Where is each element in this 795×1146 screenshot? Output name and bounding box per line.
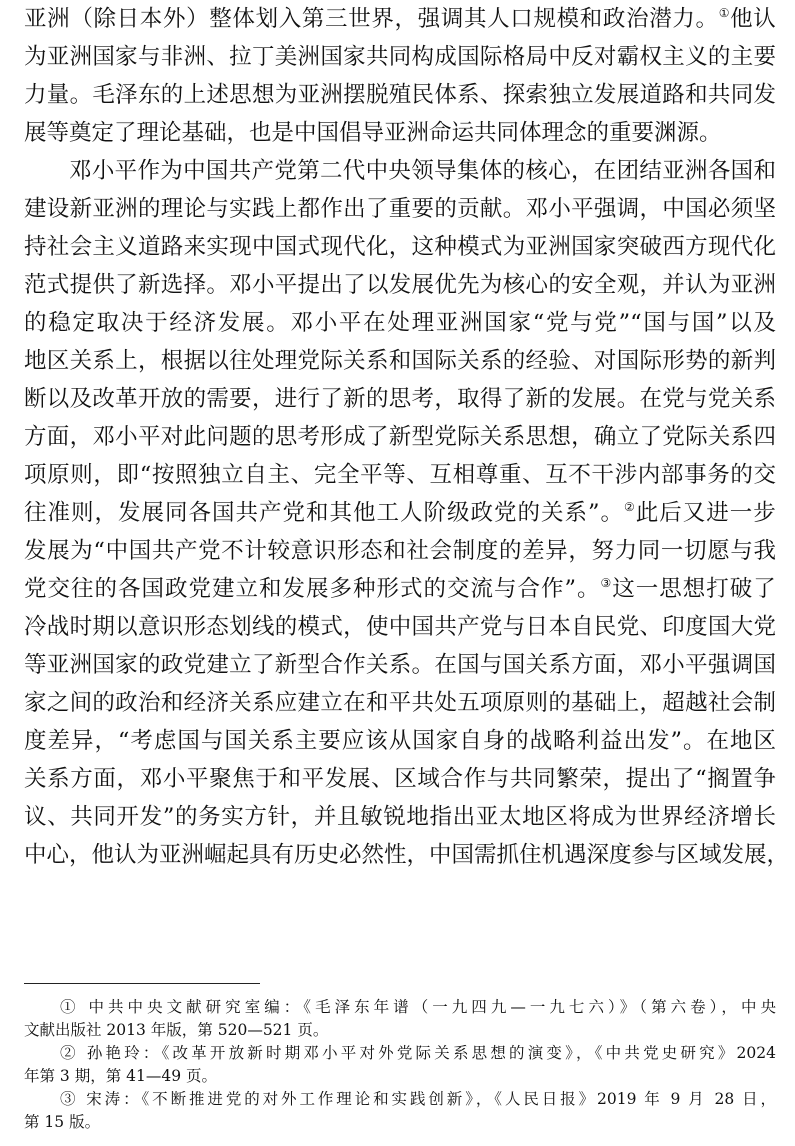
text-line: 方面，邓小平对此问题的思考形成了新型党际关系思想，确立了党际关系四 xyxy=(24,424,776,450)
text-line: 党交往的各国政党建立和发展多种形式的交流与合作”。③这一思想打破了 xyxy=(24,576,776,602)
text-line: 中心，他认为亚洲崛起具有历史必然性，中国需抓住机遇深度参与区域发展， xyxy=(24,842,790,868)
text-line: 发展为“中国共产党不计较意识形态和社会制度的差异，努力同一切愿与我 xyxy=(24,538,776,564)
text-line: 度差异，“考虑国与国关系主要应该从国家自身的战略利益出发”。在地区 xyxy=(24,728,776,754)
text-line: 家之间的政治和经济关系应建立在和平共处五项原则的基础上，超越社会制 xyxy=(24,690,776,716)
footnote-reference-mark: ① xyxy=(718,6,731,20)
footnote-line: 年第 3 期，第 41—49 页。 xyxy=(24,1067,218,1085)
footnote-3 xyxy=(24,1088,776,1134)
text-line: 亚洲（除日本外）整体划入第三世界，强调其人口规模和政治潜力。①他认 xyxy=(24,6,776,32)
text-line: 断以及改革开放的需要，进行了新的思考，取得了新的发展。在党与党关系 xyxy=(24,386,776,412)
footnote-line: ③ 宋涛：《不断推进党的对外工作理论和实践创新》，《人民日报》2019 年 9 月 28 日， xyxy=(60,1090,776,1108)
footnotes xyxy=(24,996,776,1134)
footnote-reference-mark: ③ xyxy=(600,576,613,590)
text-line: 范式提供了新选择。邓小平提出了以发展优先为核心的安全观，并认为亚洲 xyxy=(24,272,776,298)
text-line: 地区关系上，根据以往处理党际关系和国际关系的经验、对国际形势的新判 xyxy=(24,348,776,374)
text-line: 关系方面，邓小平聚焦于和平发展、区域合作与共同繁荣，提出了“搁置争 xyxy=(24,766,776,792)
text-line: 冷战时期以意识形态划线的模式，使中国共产党与日本自民党、印度国大党 xyxy=(24,614,776,640)
text-line: 持社会主义道路来实现中国式现代化，这种模式为亚洲国家突破西方现代化 xyxy=(24,234,776,260)
text-line: 等亚洲国家的政党建立了新型合作关系。在国与国关系方面，邓小平强调国 xyxy=(24,652,776,678)
text-line: 建设新亚洲的理论与实践上都作出了重要的贡献。邓小平强调，中国必须坚 xyxy=(24,196,776,222)
text-line: 项原则，即“按照独立自主、完全平等、互相尊重、互不干涉内部事务的交 xyxy=(24,462,776,488)
text-line: 展等奠定了理论基础，也是中国倡导亚洲命运共同体理念的重要渊源。 xyxy=(24,120,722,146)
text-line: 往准则，发展同各国共产党和其他工人阶级政党的关系”。②此后又进一步 xyxy=(24,500,776,526)
footnote-1 xyxy=(24,996,776,1042)
footnote-2 xyxy=(24,1042,776,1088)
footnote-divider xyxy=(24,983,260,984)
body-text xyxy=(24,0,790,874)
footnote-line: ② 孙艳玲：《改革开放新时期邓小平对外党际关系思想的演变》，《中共党史研究》2024 xyxy=(60,1044,776,1062)
text-line: 的稳定取决于经济发展。邓小平在处理亚洲国家“党与党”“国与国”以及 xyxy=(24,310,776,336)
text-line: 为亚洲国家与非洲、拉丁美洲国家共同构成国际格局中反对霸权主义的主要 xyxy=(24,44,776,70)
footnote-line: ① 中共中央文献研究室编：《毛泽东年谱（一九四九—一九七六）》（第六卷），中央 xyxy=(60,998,776,1016)
paragraph-mao xyxy=(24,0,776,152)
text-line: 议、共同开发”的务实方针，并且敏锐地指出亚太地区将成为世界经济增长 xyxy=(24,804,776,830)
text-line: 力量。毛泽东的上述思想为亚洲摆脱殖民体系、探索独立发展道路和共同发 xyxy=(24,82,776,108)
text-line: 邓小平作为中国共产党第二代中央领导集体的核心，在团结亚洲各国和 xyxy=(69,158,776,184)
paragraph-deng xyxy=(24,152,790,874)
footnote-reference-mark: ② xyxy=(624,500,636,514)
footnote-line: 第 15 版。 xyxy=(24,1113,101,1131)
footnote-line: 文献出版社 2013 年版，第 520—521 页。 xyxy=(24,1021,329,1039)
